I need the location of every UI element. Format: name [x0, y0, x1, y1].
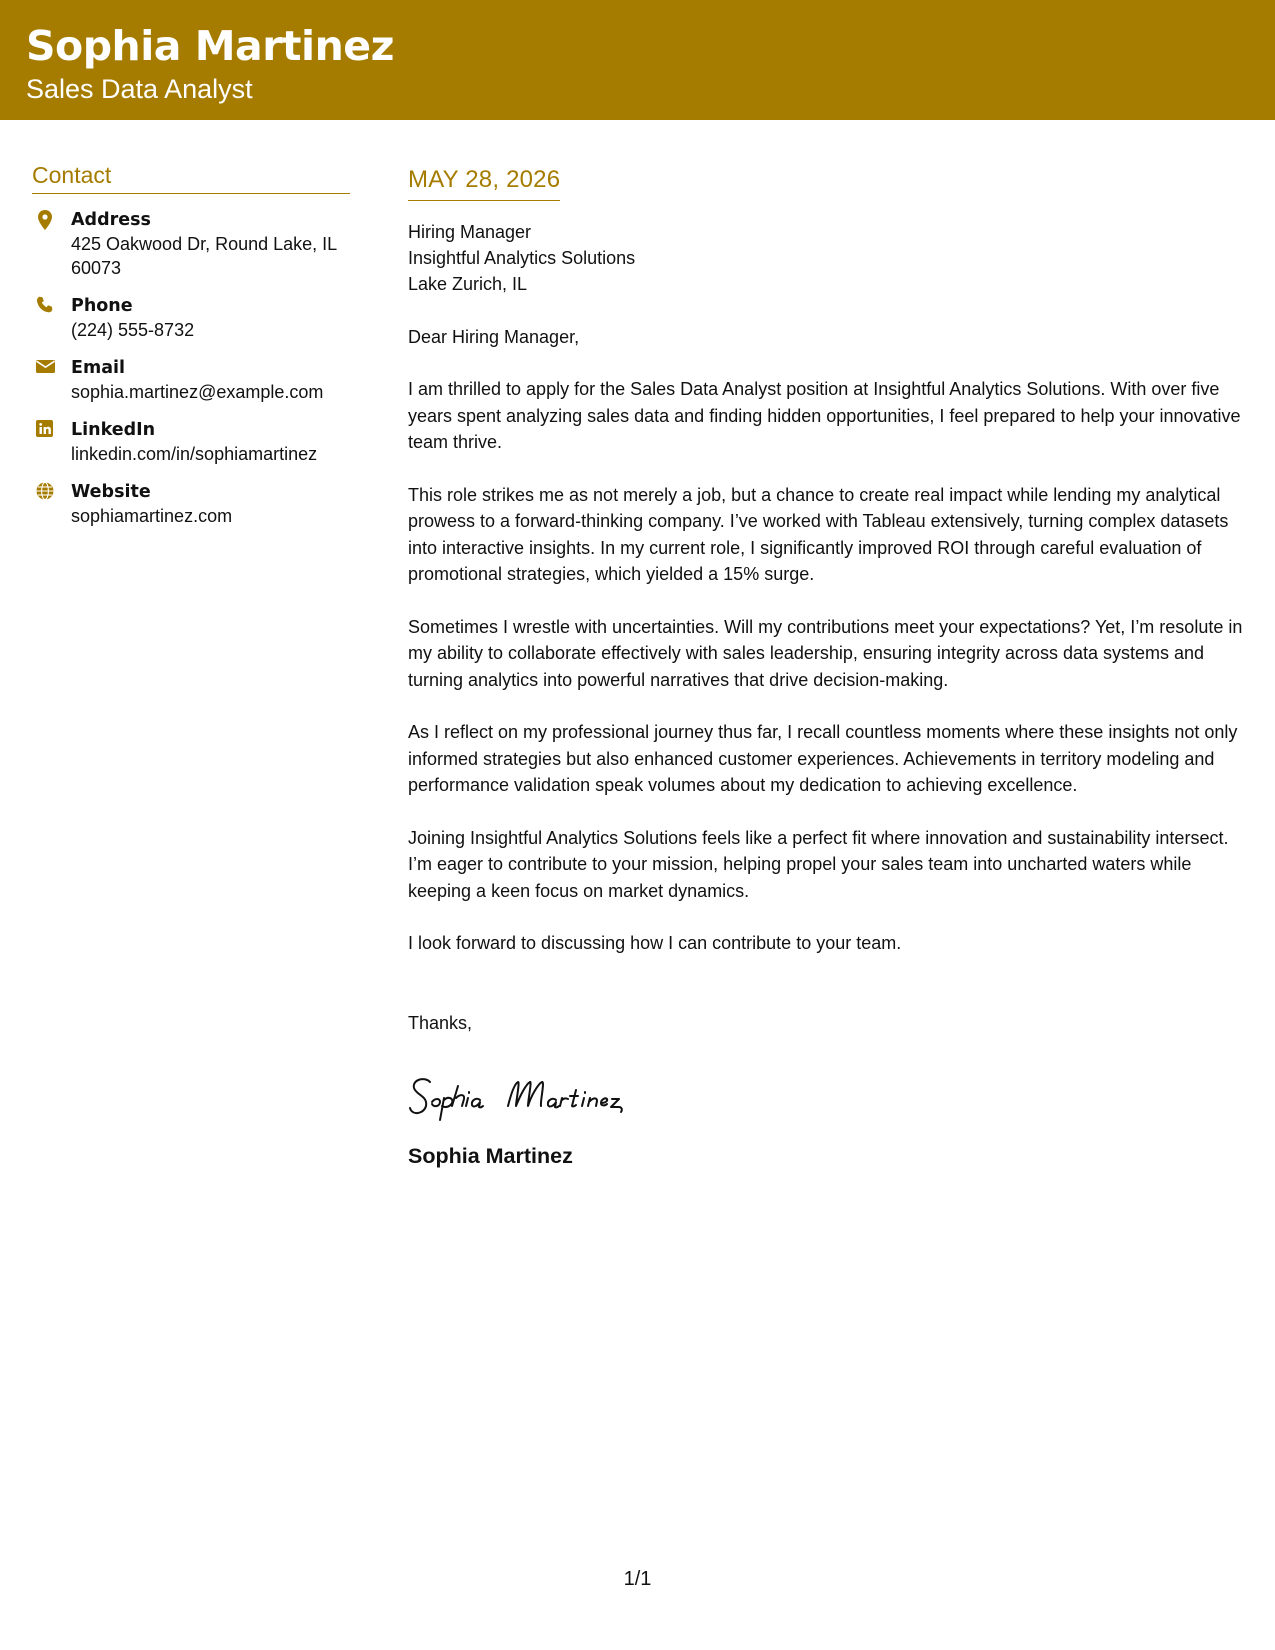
- recipient-line: Hiring Manager: [408, 222, 532, 242]
- closing: Thanks,: [408, 1012, 473, 1033]
- contact-item-website: [32, 480, 352, 528]
- body-paragraph: This role strikes me as not merely a job, but a chance to create real impact while lending my analytical prowess to a forward-thinking company. I’ve worked with Tableau extensively, turning complex datasets into interactive insights. In my current role, I significantly improved ROI through careful evaluation of promotional strategies, which yielded a 15% surge.: [408, 484, 1229, 584]
- contact-label-address: Address: [71, 210, 151, 230]
- linkedin-icon: [36, 420, 54, 438]
- envelope-icon: [36, 358, 54, 376]
- header-banner: [0, 0, 1275, 120]
- applicant-name: Sophia Martinez: [26, 22, 394, 70]
- contact-value-email: sophia.martinez@example.com: [71, 382, 324, 402]
- contact-label-phone: Phone: [71, 296, 133, 316]
- recipient-line: Insightful Analytics Solutions: [408, 248, 636, 268]
- handwritten-signature: [408, 1064, 1248, 1124]
- body-paragraph: As I reflect on my professional journey thus far, I recall countless moments where these insights not only informed strategies but also enhanced customer experiences. Achievements in territory modeling and performance validation speak volumes about my dedication to achieving excellence.: [408, 722, 1238, 795]
- map-pin-icon: [36, 210, 54, 228]
- applicant-job-title: Sales Data Analyst: [26, 74, 253, 104]
- contact-value-address: 425 Oakwood Dr, Round Lake, IL 60073: [71, 234, 337, 278]
- recipient-line: Lake Zurich, IL: [408, 274, 528, 294]
- contact-label-website: Website: [71, 482, 151, 502]
- globe-icon: [36, 482, 54, 500]
- letter-body: [408, 166, 1248, 1169]
- contact-value-phone: (224) 555-8732: [71, 320, 195, 340]
- contact-value-website: sophiamartinez.com: [71, 506, 233, 526]
- contact-item-address: [32, 208, 352, 280]
- contact-sidebar: [32, 162, 352, 542]
- letter-date: MAY 28, 2026: [408, 166, 560, 201]
- contact-label-email: Email: [71, 358, 125, 378]
- contact-heading: Contact: [32, 162, 350, 194]
- salutation: Dear Hiring Manager,: [408, 327, 580, 347]
- body-paragraph: I am thrilled to apply for the Sales Data Analyst position at Insightful Analytics Solutions. With over five years spent analyzing sales data and finding hidden opportunities, I feel prepared to help your innovative team thrive.: [408, 379, 1241, 452]
- recipient-block: [408, 219, 1248, 297]
- contact-label-linkedin: LinkedIn: [71, 420, 156, 440]
- printed-name: Sophia Martinez: [408, 1143, 573, 1168]
- page-number: 1/1: [623, 1568, 652, 1590]
- body-paragraph: Sometimes I wrestle with uncertainties. Will my contributions meet your expectations? Yet, I’m resolute in my ability to collaborate effectively with sales leadership, ensuring integrity across data systems and turning analytics into powerful narratives that drive decision-making.: [408, 616, 1243, 690]
- phone-icon: [36, 296, 54, 314]
- contact-item-phone: [32, 294, 352, 342]
- body-paragraph: I look forward to discussing how I can contribute to your team.: [408, 933, 902, 953]
- contact-value-linkedin: linkedin.com/in/sophiamartinez: [71, 444, 318, 464]
- contact-item-email: [32, 356, 352, 404]
- contact-list: [32, 208, 352, 528]
- contact-item-linkedin: [32, 418, 352, 466]
- body-paragraph: Joining Insightful Analytics Solutions feels like a perfect fit where innovation and sustainability intersect. I’m eager to contribute to your mission, helping propel your sales team into uncharted waters while keeping a keen focus on market dynamics.: [408, 827, 1229, 901]
